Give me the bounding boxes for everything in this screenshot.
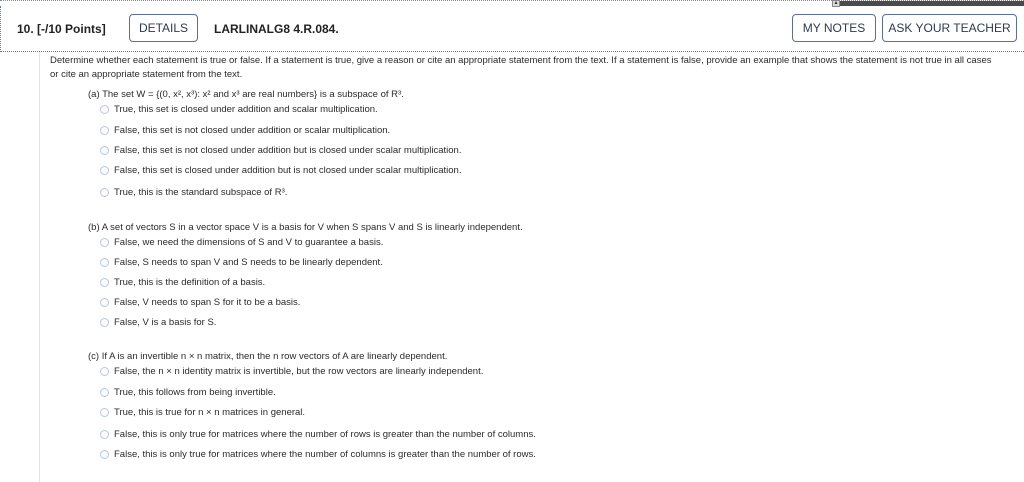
part-a-option-2[interactable] <box>100 124 390 136</box>
option-label: True, this set is closed under addition and scalar multiplication. <box>114 103 378 115</box>
part-b-option-4[interactable] <box>100 296 300 308</box>
radio-icon[interactable] <box>100 408 109 417</box>
question-number: 10. [-/10 Points] <box>17 22 106 36</box>
question-code: LARLINALG8 4.R.084. <box>214 22 339 36</box>
option-label: False, the n × n identity matrix is invertible, but the row vectors are linearly independent. <box>114 365 484 377</box>
radio-icon[interactable] <box>100 238 109 247</box>
radio-icon[interactable] <box>100 367 109 376</box>
part-b-statement: (b) A set of vectors S in a vector space V is a basis for V when S spans V and S is linearly independent. <box>88 222 523 233</box>
option-label: False, this set is closed under addition but is not closed under scalar multiplication. <box>114 164 462 176</box>
part-a-statement: (a) The set W = {(0, x², x³): x² and x³ are real numbers} is a subspace of R³. <box>88 89 404 100</box>
radio-icon[interactable] <box>100 105 109 114</box>
ask-teacher-button[interactable]: ASK YOUR TEACHER <box>882 14 1017 42</box>
option-label: False, we need the dimensions of S and V to guarantee a basis. <box>114 236 384 248</box>
part-a-option-5[interactable] <box>100 186 287 198</box>
part-a-option-4[interactable] <box>100 164 461 176</box>
option-label: False, S needs to span V and S needs to be linearly dependent. <box>114 256 383 268</box>
radio-icon[interactable] <box>100 388 109 397</box>
option-label: True, this follows from being invertible. <box>114 386 276 398</box>
part-b-option-2[interactable] <box>100 256 383 268</box>
part-a-option-3[interactable] <box>100 144 461 156</box>
option-label: False, this is only true for matrices where the number of columns is greater than the number of rows. <box>114 448 536 460</box>
part-c-option-3[interactable] <box>100 406 305 418</box>
radio-icon[interactable] <box>100 188 109 197</box>
part-b-option-1[interactable] <box>100 236 383 248</box>
part-c-option-5[interactable] <box>100 448 536 460</box>
radio-icon[interactable] <box>100 450 109 459</box>
option-label: True, this is the standard subspace of R³. <box>114 186 288 198</box>
part-a-option-1[interactable] <box>100 103 378 115</box>
question-header <box>0 6 1024 52</box>
part-c-option-2[interactable] <box>100 386 276 398</box>
option-label: True, this is true for n × n matrices in general. <box>114 406 306 418</box>
option-label: False, this set is not closed under addition or scalar multiplication. <box>114 124 391 136</box>
radio-icon[interactable] <box>100 166 109 175</box>
my-notes-button[interactable]: MY NOTES <box>792 14 876 42</box>
question-body <box>39 52 1024 482</box>
part-c-option-1[interactable] <box>100 365 483 377</box>
radio-icon[interactable] <box>100 298 109 307</box>
option-label: False, this set is not closed under addition but is closed under scalar multiplication. <box>114 144 462 156</box>
option-label: True, this is the definition of a basis. <box>114 276 266 288</box>
option-label: False, V is a basis for S. <box>114 316 217 328</box>
details-button[interactable]: DETAILS <box>129 14 198 42</box>
option-label: False, V needs to span S for it to be a basis. <box>114 296 301 308</box>
part-c-option-4[interactable] <box>100 428 536 440</box>
radio-icon[interactable] <box>100 146 109 155</box>
scroll-arrow-icon[interactable]: ▴ <box>832 0 840 7</box>
radio-icon[interactable] <box>100 430 109 439</box>
instructions-text: Determine whether each statement is true or false. If a statement is true, give a reason or cite an appropriate statement from the text. If a statement is false, provide an example that shows the statement is not true in all cases or cite an appropriate statement from the text. <box>50 55 992 80</box>
part-b-option-5[interactable] <box>100 316 216 328</box>
part-c-statement: (c) If A is an invertible n × n matrix, then the n row vectors of A are linearly dependent. <box>88 351 448 362</box>
radio-icon[interactable] <box>100 126 109 135</box>
option-label: False, this is only true for matrices where the number of rows is greater than the number of columns. <box>114 428 536 440</box>
radio-icon[interactable] <box>100 278 109 287</box>
radio-icon[interactable] <box>100 318 109 327</box>
part-b-option-3[interactable] <box>100 276 265 288</box>
radio-icon[interactable] <box>100 258 109 267</box>
